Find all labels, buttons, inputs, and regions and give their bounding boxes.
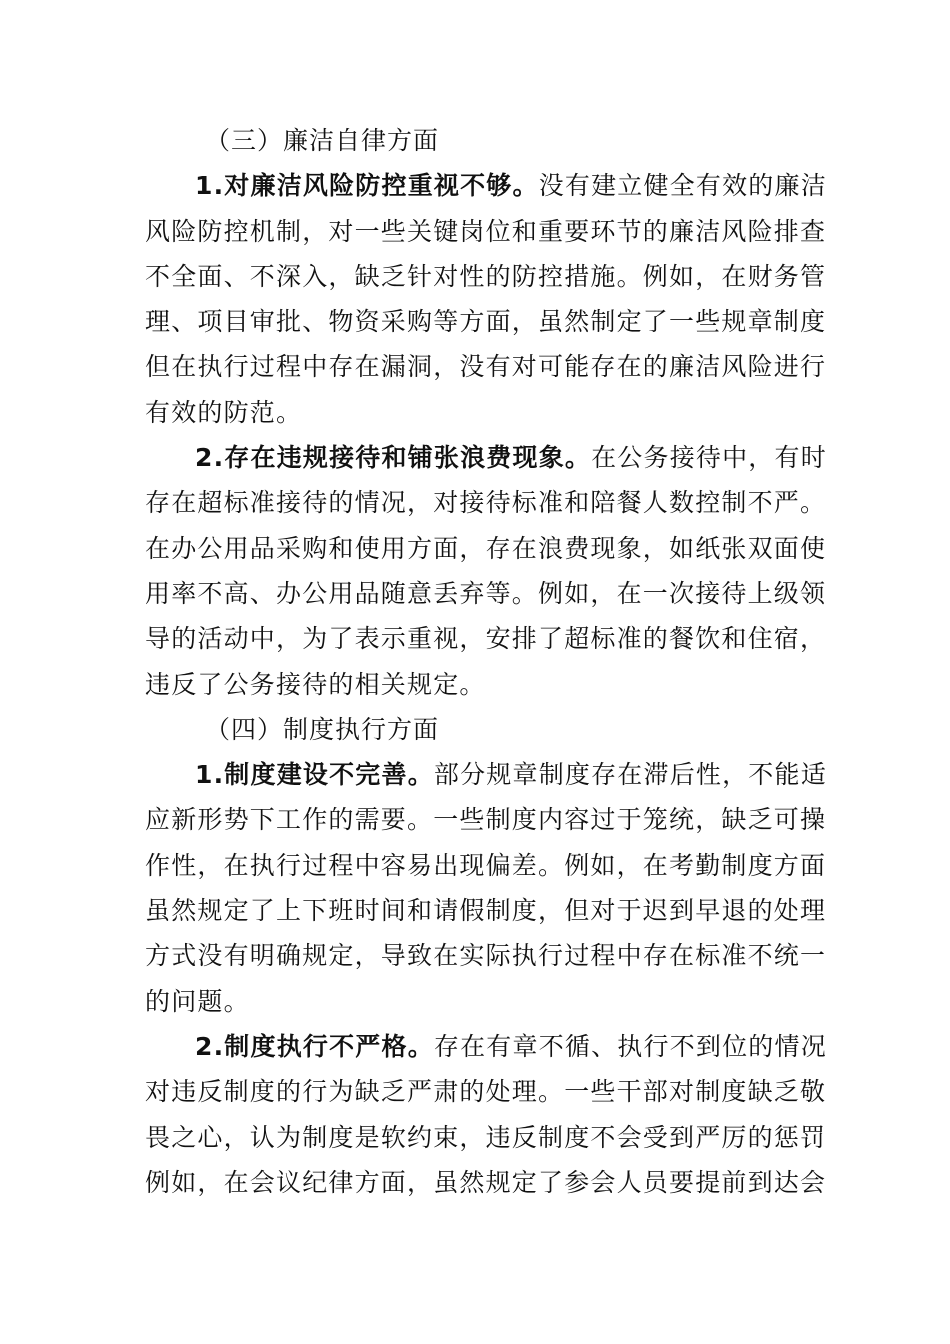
paragraph-line: 用率不高、办公用品随意丢弃等。例如，在一次接待上级领 bbox=[145, 578, 827, 608]
paragraph bbox=[145, 1024, 827, 1205]
paragraph-line: 例如，在会议纪律方面，虽然规定了参会人员要提前到达会 bbox=[145, 1167, 827, 1197]
paragraph-line: 风险防控机制，对一些关键岗位和重要环节的廉洁风险排查 bbox=[145, 216, 827, 246]
paragraph-line: 应新形势下工作的需要。一些制度内容过于笼统，缺乏可操 bbox=[145, 805, 827, 835]
paragraph-first-line bbox=[145, 435, 827, 480]
paragraph-text: 部分规章制度存在滞后性，不能适 bbox=[433, 760, 827, 790]
paragraph-last-line: 的问题。 bbox=[145, 986, 250, 1016]
paragraph-title: 1.制度建设不完善。 bbox=[195, 760, 434, 790]
paragraph-title: 2.制度执行不严格。 bbox=[195, 1031, 434, 1061]
section-heading: （四）制度执行方面 bbox=[205, 714, 440, 744]
paragraph bbox=[145, 163, 827, 435]
paragraph-text: 存在有章不循、执行不到位的情况 bbox=[433, 1031, 827, 1061]
paragraph-text: 在公务接待中，有时 bbox=[591, 443, 827, 473]
paragraph-line: 方式没有明确规定，导致在实际执行过程中存在标准不统一 bbox=[145, 941, 827, 971]
paragraph bbox=[145, 435, 827, 707]
paragraph-line: 畏之心，认为制度是软约束，违反制度不会受到严厉的惩罚 bbox=[145, 1122, 827, 1152]
paragraph-line: 存在超标准接待的情况，对接待标准和陪餐人数控制不严。 bbox=[145, 488, 827, 518]
paragraph-line: 作性，在执行过程中容易出现偏差。例如，在考勤制度方面 bbox=[145, 850, 827, 880]
paragraph-first-line bbox=[145, 163, 827, 208]
section-heading: （三）廉洁自律方面 bbox=[205, 126, 440, 155]
paragraph-last-line: 有效的防范。 bbox=[145, 397, 303, 427]
paragraph-line: 导的活动中，为了表示重视，安排了超标准的餐饮和住宿， bbox=[145, 624, 827, 654]
paragraph-line: 不全面、不深入，缺乏针对性的防控措施。例如，在财务管 bbox=[145, 261, 827, 291]
paragraph-line: 对违反制度的行为缺乏严肃的处理。一些干部对制度缺乏敬 bbox=[145, 1077, 827, 1107]
paragraph-text: 没有建立健全有效的廉洁 bbox=[538, 171, 827, 201]
paragraph bbox=[145, 752, 827, 1024]
paragraph-first-line bbox=[145, 1024, 827, 1069]
paragraph-line: 虽然规定了上下班时间和请假制度，但对于迟到早退的处理 bbox=[145, 896, 827, 926]
paragraph-last-line: 违反了公务接待的相关规定。 bbox=[145, 669, 486, 699]
paragraph-title: 1.对廉洁风险防控重视不够。 bbox=[195, 171, 539, 201]
paragraph-first-line bbox=[145, 752, 827, 797]
document-page bbox=[145, 118, 827, 1205]
paragraph-line: 但在执行过程中存在漏洞，没有对可能存在的廉洁风险进行 bbox=[145, 352, 827, 382]
paragraph-line: 在办公用品采购和使用方面，存在浪费现象，如纸张双面使 bbox=[145, 533, 827, 563]
paragraph-title: 2.存在违规接待和铺张浪费现象。 bbox=[195, 443, 592, 473]
paragraph-line: 理、项目审批、物资采购等方面，虽然制定了一些规章制度 bbox=[145, 307, 827, 337]
